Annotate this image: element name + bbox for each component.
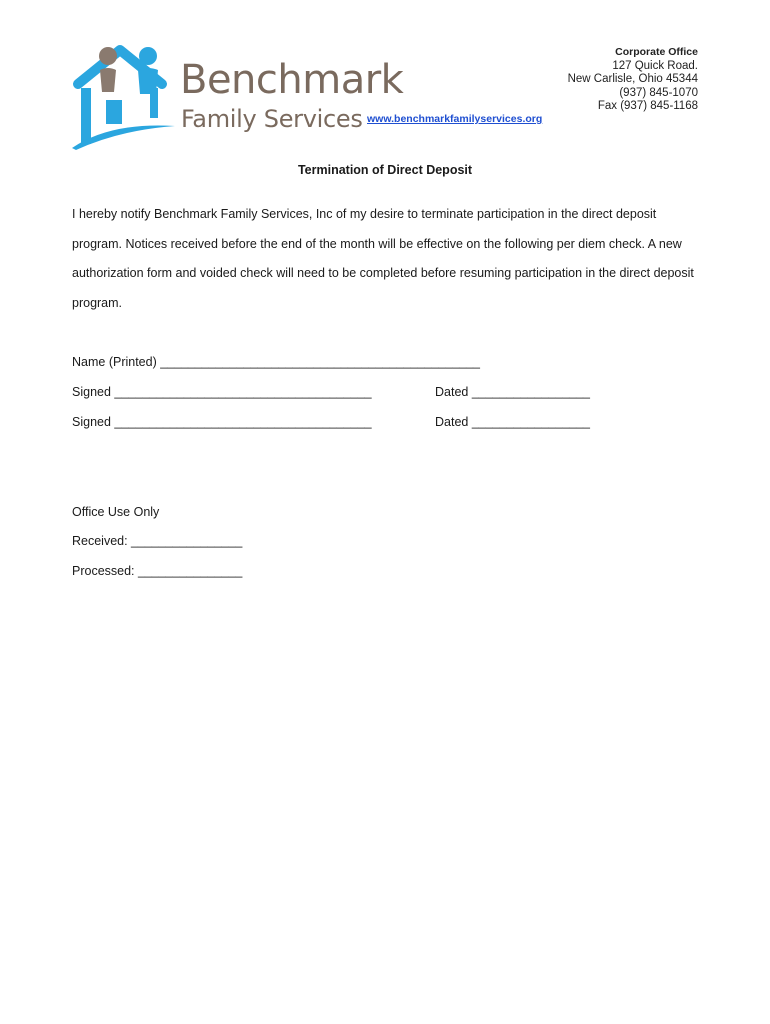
name-printed-field[interactable]: Name (Printed) ______________________________________________ [72,355,481,369]
processed-field[interactable]: Processed: _______________ [72,564,243,578]
address-line-1: 127 Quick Road. [612,59,698,72]
dated-field-1[interactable]: Dated _________________ [435,385,591,399]
office-use-heading: Office Use Only [72,505,160,519]
brand-subtitle: Family Services [181,105,363,133]
received-field[interactable]: Received: ________________ [72,534,243,548]
signed-field-1[interactable]: Signed _____________________________________ [72,385,372,399]
dated-field-2[interactable]: Dated _________________ [435,415,591,429]
signed-field-2[interactable]: Signed _____________________________________ [72,415,372,429]
brand-name: Benchmark [180,57,404,103]
corporate-office-block [568,46,698,114]
company-logo [70,44,180,152]
document-title: Termination of Direct Deposit [297,163,473,177]
address-line-2: New Carlisle, Ohio 45344 [567,73,698,85]
phone-number: (937) 845-1070 [619,86,698,99]
body-paragraph: I hereby notify Benchmark Family Services, Inc of my desire to terminate participation in the direct deposit program. Notices received before the end of the month will be effective on the following per diem check. A new authorization form and voided check will need to be completed before resuming participation in the direct deposit program. [72,207,694,310]
fax-number: Fax (937) 845-1168 [597,100,698,112]
corporate-office-heading: Corporate Office [615,46,698,58]
website-link[interactable]: www.benchmarkfamilyservices.org [367,113,543,125]
